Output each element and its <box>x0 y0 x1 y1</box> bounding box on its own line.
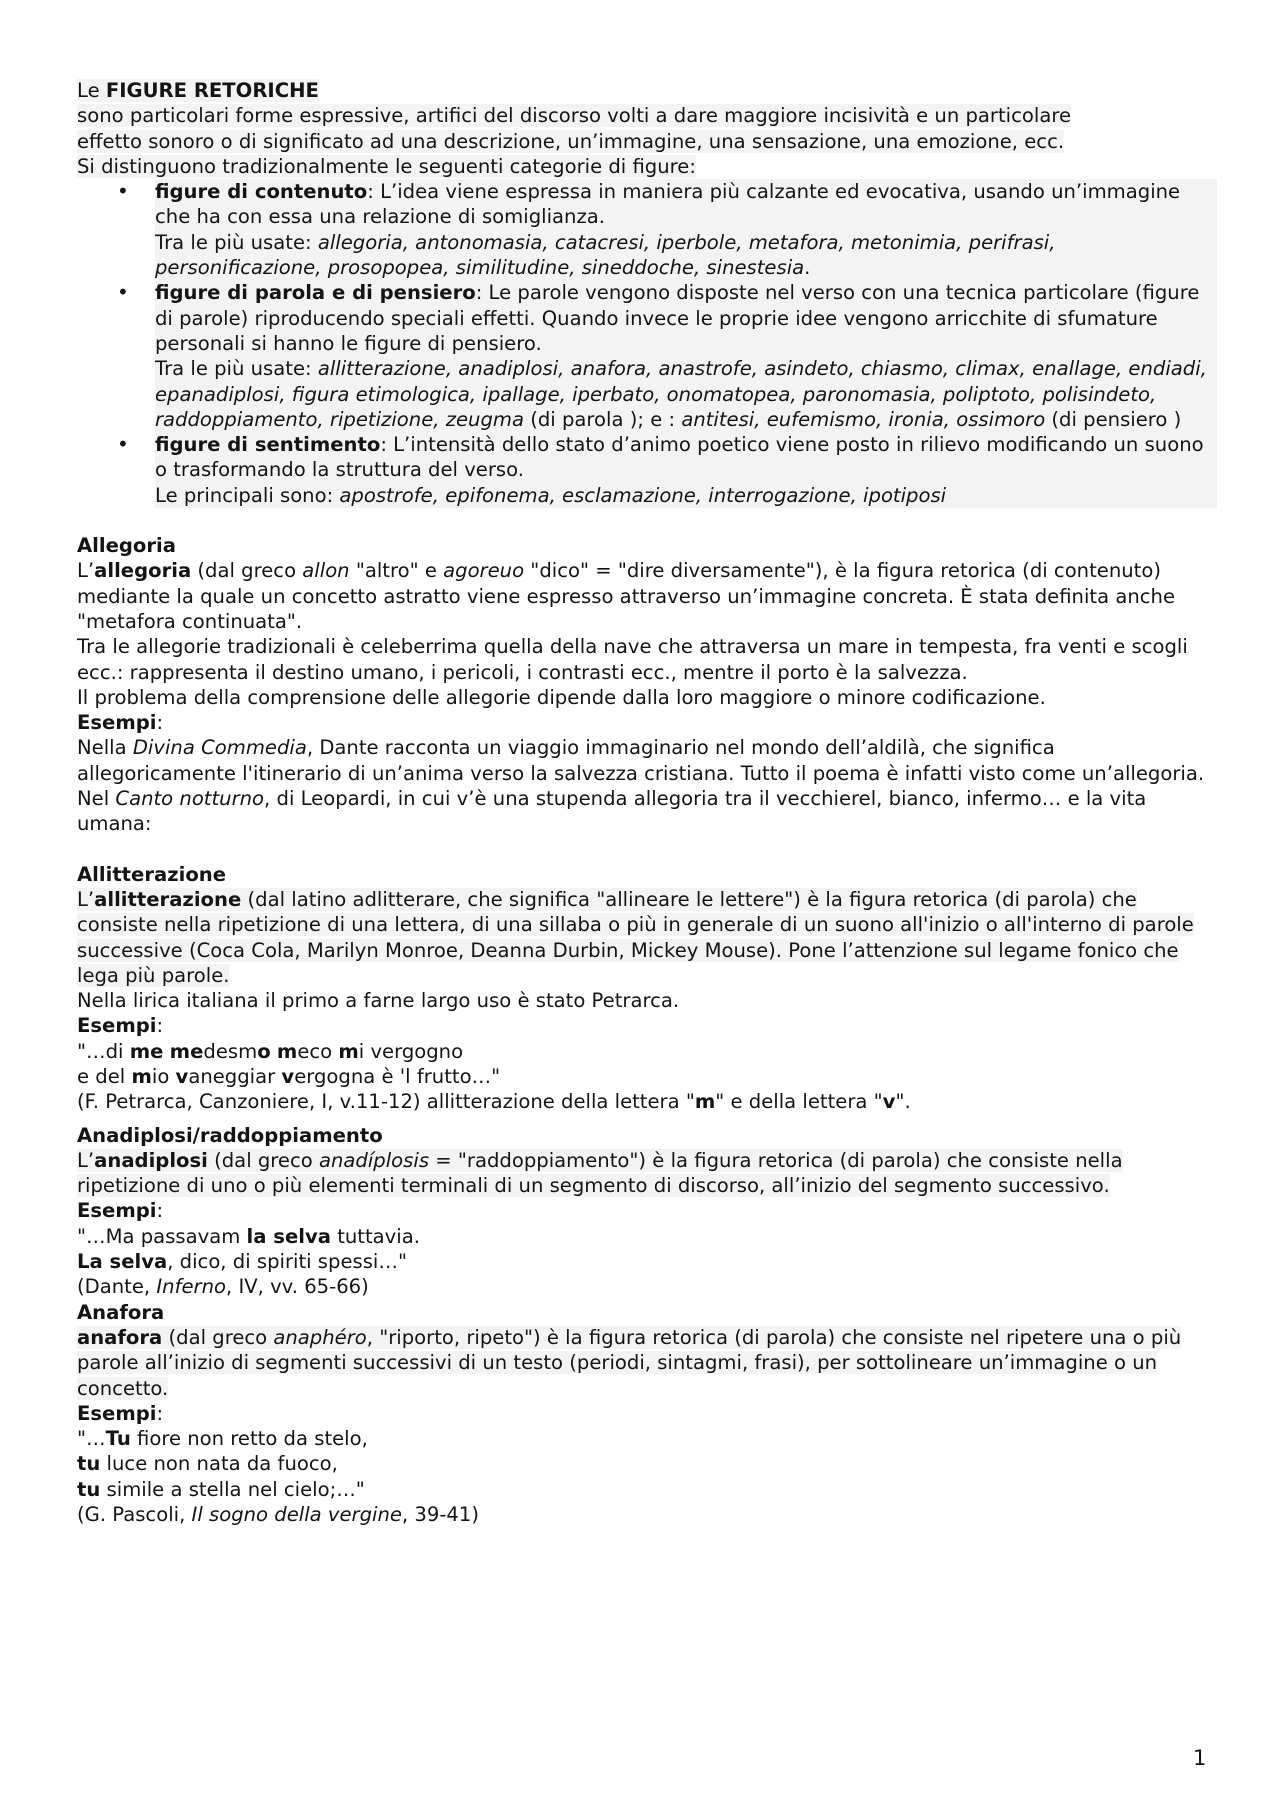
intro-le: Le <box>77 79 106 102</box>
category-end: (di pensiero ) <box>1045 407 1182 431</box>
document-title: FIGURE RETORICHE <box>105 79 319 102</box>
section-heading: Anadiplosi/raddoppiamento <box>77 1123 383 1147</box>
category-usate-label: Tra le più usate: <box>155 230 318 254</box>
term-bold: anafora <box>77 1325 163 1349</box>
quote-verse-2: La selva, dico, di spiriti spessi…" <box>77 1250 407 1274</box>
category-desc: : L’idea viene espressa in maniera più calzante ed evocativa, usando un’immagine che ha con essa una relazione di somiglianza. <box>155 180 1181 229</box>
quote-verse-3: tu simile a stella nel cielo;…" <box>77 1477 365 1501</box>
category-examples: allegoria, antonomasia, catacresi, iperbole, metafora, metonimia, perifrasi, personificazione, prosopopea, similitudine, sineddoche, sinestesia <box>155 230 1056 280</box>
allitterazione-paragraph-2: Nella lirica italiana il primo a farne largo uso è stato Petrarca. <box>77 989 680 1013</box>
category-examples-pensiero: antitesi, eufemismo, ironia, ossimoro <box>681 407 1046 431</box>
term-bold: allitterazione <box>94 887 242 911</box>
intro-title-line <box>77 78 1217 103</box>
intro-line-1: sono particolari forme espressive, artifici del discorso volti a dare maggiore incisività e un particolare <box>77 104 1072 128</box>
allegoria-example-1: Nella Divina Commedia, Dante racconta un viaggio immaginario nel mondo dell’aldilà, che significa allegoricamente l'itinerario di un’anima verso la salvezza cristiana. Tutto il poema è infatti visto come un’allegoria. <box>77 736 1205 785</box>
category-mid: (di parola ); e : <box>524 407 682 431</box>
category-desc: : Le parole vengono disposte nel verso con una tecnica particolare (figure di parole) riproducendo speciali effetti. Quando invece le proprie idee vengono arricchite di sfumature personali si hanno le figure di pensiero. <box>155 281 1200 355</box>
document-body <box>77 78 1217 1527</box>
anadiplosi-quote <box>77 1224 1217 1300</box>
section-allegoria <box>77 533 1217 837</box>
category-term: figure di parola e di pensiero <box>155 281 476 305</box>
category-usate-label: Tra le più usate: <box>155 357 318 381</box>
category-examples-parola: allitterazione, anadiplosi, anafora, anastrofe, asindeto, chiasmo, climax, enallage, endiadi, epanadiplosi, figura etimologica, ipallage, iperbato, onomatopea, paronomasia, poliptoto, polisindeto, raddoppiamento, ripetizione, zeugma <box>155 357 1207 431</box>
allegoria-example-2: Nel Canto notturno, di Leopardi, in cui v’è una stupenda allegoria tra il vecchierel, bianco, infermo… e la vita umana: <box>77 787 1147 836</box>
quote-citation: (Dante, Inferno, IV, vv. 65-66) <box>77 1275 369 1299</box>
intro-line-3: Si distinguono tradizionalmente le seguenti categorie di figure: <box>77 154 696 178</box>
category-item-contenuto <box>77 179 1217 280</box>
section-anafora <box>77 1300 1217 1528</box>
quote-verse-2: tu luce non nata da fuoco, <box>77 1452 338 1476</box>
quote-citation: (F. Petrarca, Canzoniere, I, v.11-12) allitterazione della lettera "m" e della lettera "v". <box>77 1090 911 1114</box>
quote-verse-1: "…Tu fiore non retto da stelo, <box>77 1427 368 1451</box>
category-desc: : L’intensità dello stato d’animo poetico viene posto in rilievo modificando un suono o trasformando la struttura del verso. <box>155 433 1204 482</box>
allegoria-paragraph-3: Il problema della comprensione delle allegorie dipende dalla loro maggiore o minore codificazione. <box>77 685 1046 709</box>
allegoria-definition: L’allegoria (dal greco allon "altro" e agoreuo "dico" = "dire diversamente"), è la figura retorica (di contenuto) mediante la quale un concetto astratto viene espresso attraverso un’immagine concreta. È stata definita anche "metafora continuata". <box>77 559 1176 633</box>
anadiplosi-definition: L’anadiplosi (dal greco anadíplosis = "raddoppiamento") è la figura retorica (di parola) che consiste nella ripetizione di uno o più elementi terminali di un segmento di discorso, all’inizio del segmento successivo. <box>77 1148 1123 1198</box>
category-examples: apostrofe, epifonema, esclamazione, interrogazione, ipotiposi <box>339 483 947 507</box>
section-heading: Anafora <box>77 1300 165 1324</box>
quote-verse-1: "…di me medesmo meco mi vergogno <box>77 1039 464 1063</box>
category-term: figure di sentimento <box>155 433 381 457</box>
allegoria-paragraph-2: Tra le allegorie tradizionali è celeberrima quella della nave che attraversa un mare in tempesta, fra venti e scogli ecc.: rappresenta il destino umano, i pericoli, i contrasti ecc., mentre il porto è la salvezza. <box>77 635 1188 684</box>
category-term: figure di contenuto <box>155 180 368 204</box>
anafora-definition: anafora (dal greco anaphéro, "riporto, ripeto") è la figura retorica (di parola) che consiste nel ripetere una o più parole all’inizio di segmenti successivi di un testo (periodi, sintagmi, frasi), per sottolineare un’immagine o un concetto. <box>77 1325 1182 1400</box>
esempi-label: Esempi: <box>77 711 164 735</box>
section-heading: Allegoria <box>77 534 176 558</box>
allitterazione-definition: L’allitterazione (dal latino adlitterare, che significa "allineare le lettere") è la figura retorica (di parola) che consiste nella ripetizione di una lettera, di una sillaba o più in generale di un suono all'inizio o all'interno di parole successive (Coca Cola, Marilyn Monroe, Deanna Durbin, Mickey Mouse). Pone l’attenzione sul legame fonico che lega più parole. <box>77 887 1194 987</box>
section-heading: Allitterazione <box>77 862 227 886</box>
esempi-label: Esempi: <box>77 1401 164 1425</box>
intro-line-2: effetto sonoro o di significato ad una descrizione, un’immagine, una sensazione, una emozione, ecc. <box>77 129 1065 153</box>
anafora-quote <box>77 1426 1217 1527</box>
esempi-label: Esempi: <box>77 1199 164 1223</box>
category-item-parola-pensiero <box>77 280 1217 432</box>
page-number: 1 <box>1193 1746 1207 1770</box>
term-bold: allegoria <box>94 559 192 583</box>
term-bold: anadiplosi <box>94 1148 208 1172</box>
esempi-label: Esempi: <box>77 1014 164 1038</box>
intro-paragraph <box>77 103 1217 179</box>
allitterazione-quote <box>77 1039 1217 1115</box>
quote-verse-2: e del mio vaneggiar vergogna è 'l frutto…" <box>77 1064 501 1088</box>
quote-verse-1: "…Ma passavam la selva tuttavia. <box>77 1224 420 1248</box>
category-usate-label: Le principali sono: <box>155 483 340 507</box>
section-anadiplosi <box>77 1123 1217 1300</box>
quote-citation: (G. Pascoli, Il sogno della vergine, 39-41) <box>77 1503 479 1527</box>
category-item-sentimento <box>77 432 1217 508</box>
categories-list <box>77 179 1217 508</box>
category-end: . <box>804 256 811 280</box>
section-allitterazione <box>77 862 1217 1115</box>
